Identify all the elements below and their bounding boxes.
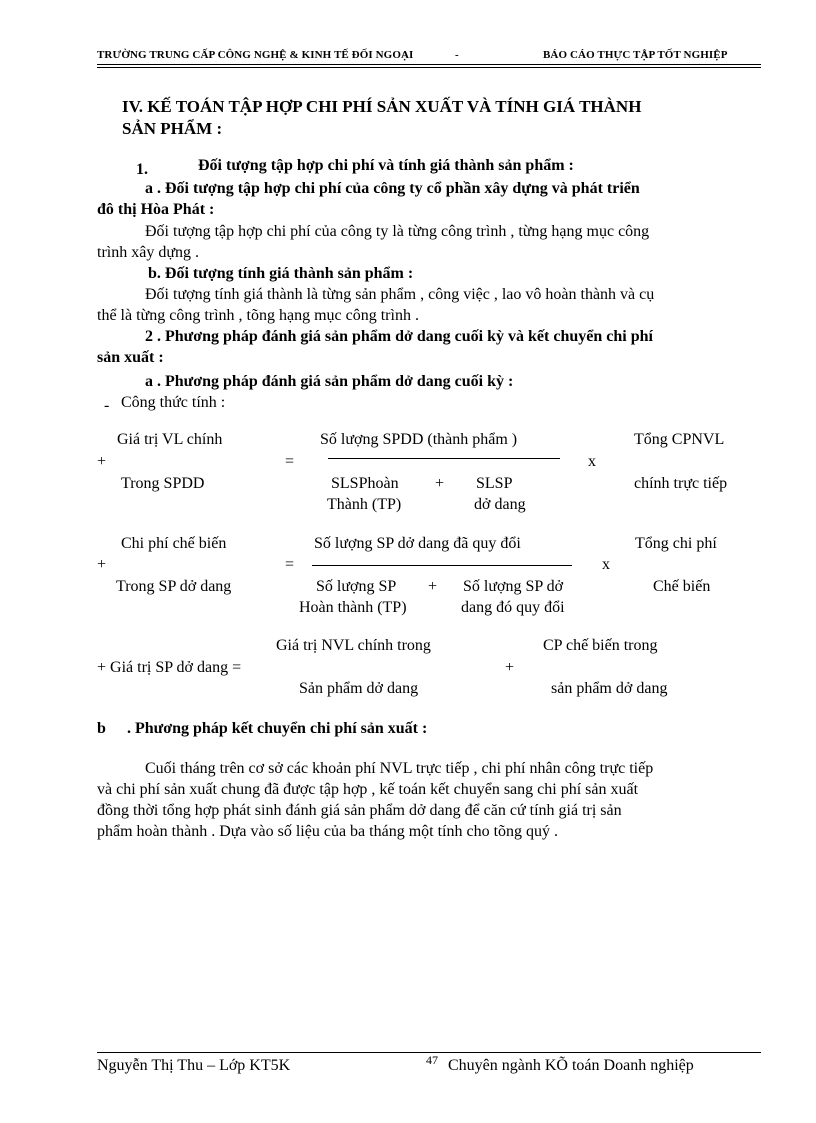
item1b-text-line1: Đối tượng tính giá thành là từng sản phẩm , công việc , lao vô hoàn thành và cụ [145,286,655,303]
item2b-para-line4: phẩm hoàn thành . Dựa vào số liệu của ba tháng một tính cho tõng quý . [97,823,559,840]
f1-lhs-bottom: Trong SPDD [121,475,205,492]
f3-term1-bottom: Sản phẩm dở dang [299,680,419,697]
f2-rhs-bottom: Chế biến [653,578,711,595]
item2-title-line1: 2 . Phương pháp đánh giá sản phẩm dở dang cuối kỳ và kết chuyển chi phí [145,328,653,345]
item1a-title-line1: a . Đối tượng tập hợp chi phí của công ty cổ phần xây dựng và phát triển [145,180,640,197]
f2-rhs-top: Tổng chi phí [635,535,717,552]
f2-den-b-line1: Số lượng SP dở [463,578,564,595]
f3-plus: + [505,659,515,676]
f1-plus: + [97,453,107,470]
f2-den-plus: + [428,578,438,595]
f2-lhs-top: Chi phí chế biến [121,535,227,552]
item1a-text-line1: Đối tượng tập hợp chi phí của công ty là từng công trình , từng hạng mục công [145,223,650,240]
f2-fraction-bar [312,565,572,566]
header-rule-bottom [97,67,761,68]
section-title-line1: IV. KẾ TOÁN TẬP HỢP CHI PHÍ SẢN XUẤT VÀ TÍNH GIÁ THÀNH [122,97,642,116]
f2-den-b-line2: dang đó quy đổi [461,599,565,616]
header-right: BÁO CÁO THỰC TẬP TỐT NGHIỆP [543,49,728,61]
item1-number: 1. [136,161,148,178]
f1-numerator: Số lượng SPDD (thành phẩm ) [320,431,518,448]
item2b-para-line3: đồng thời tổng hợp phát sinh đánh giá sản phẩm dở dang để căn cứ tính giá trị sản [97,802,622,819]
f3-term2-top: CP chế biến trong [543,637,658,654]
f1-den-b-line2: dở dang [474,496,526,513]
f1-den-a-line1: SLSPhoàn [331,475,399,492]
f1-fraction-bar [328,458,560,459]
f2-den-a-line2: Hoàn thành (TP) [299,599,407,616]
f1-den-b-line1: SLSP [476,475,513,492]
f2-plus: + [97,556,107,573]
f1-rhs-bottom: chính trực tiếp [634,475,728,492]
item1b-text-line2: thể là từng công trình , tõng hạng mục công trình . [97,307,419,324]
f2-times: x [602,556,610,573]
f1-den-a-line2: Thành (TP) [327,496,402,513]
f2-den-a-line1: Số lượng SP [316,578,397,595]
f2-lhs-bottom: Trong SP dở dang [116,578,232,595]
f1-times: x [588,453,596,470]
item2-title-line2: sản xuất : [97,349,164,366]
item2b-title: . Phương pháp kết chuyển chi phí sản xuất : [127,720,428,737]
f1-equals: = [285,453,295,470]
item2a-title: a . Phương pháp đánh giá sản phẩm dở dang cuối kỳ : [145,373,514,390]
f2-numerator: Số lượng SP dở dang đã quy đổi [314,535,521,552]
f3-term2-bottom: sản phẩm dở dang [551,680,668,697]
header-dash: - [455,49,459,61]
section-title-line2: SẢN PHẨM : [122,119,223,138]
formula-label-dash: - [104,397,110,414]
f3-lhs: + Giá trị SP dở dang = [97,659,242,676]
item1-title: Đối tượng tập hợp chi phí và tính giá thành sản phẩm : [198,157,574,174]
f2-equals: = [285,556,295,573]
item1a-title-line2: đô thị Hòa Phát : [97,201,215,218]
f1-rhs-top: Tổng CPNVL [634,431,725,448]
footer-major: Chuyên ngành KÕ toán Doanh nghiệp [448,1057,694,1074]
item2b-para-line2: và chi phí sản xuất chung đã được tập hợp , kế toán kết chuyển sang chi phí sản xuất [97,781,639,798]
f3-term1-top: Giá trị NVL chính trong [276,637,431,654]
item2b-para-line1: Cuối tháng trên cơ sở các khoản phí NVL trực tiếp , chi phí nhân công trực tiếp [145,760,654,777]
header-rule-top [97,64,761,65]
f1-lhs-top: Giá trị VL chính [117,431,223,448]
f1-den-plus: + [435,475,445,492]
formula-label: Công thức tính : [121,394,226,411]
header-left: TRƯỜNG TRUNG CẤP CÔNG NGHỆ & KINH TẾ ĐỐI NGOẠI [97,49,414,61]
footer-page-number: 47 [426,1053,438,1067]
footer-author: Nguyễn Thị Thu – Lớp KT5K [97,1057,291,1074]
item2b-letter: b [97,720,106,737]
item1b-title: b. Đối tượng tính giá thành sản phẩm : [148,265,414,282]
item1a-text-line2: trình xây dựng . [97,244,199,261]
